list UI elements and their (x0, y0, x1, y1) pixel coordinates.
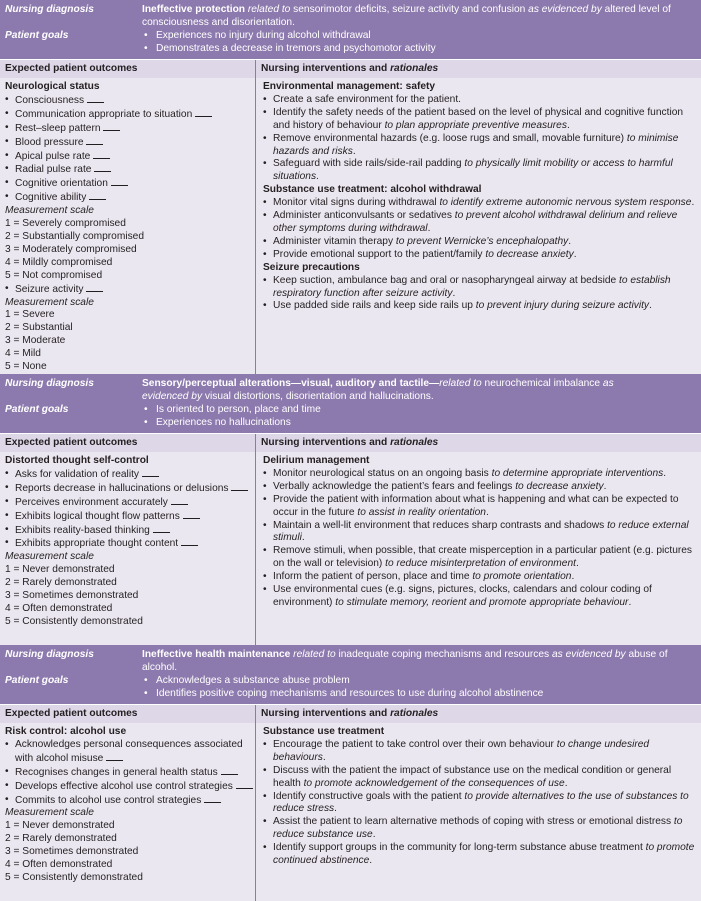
intervention-item (263, 158, 701, 184)
rationale-end: . (485, 506, 489, 518)
rating-blank (236, 780, 253, 789)
subheading: Substance use treatment: alcohol withdrawal (263, 184, 482, 196)
intervention-item (263, 739, 701, 765)
outcome-item (5, 496, 255, 510)
outcomes-column (0, 452, 256, 645)
intervention-list (263, 739, 701, 868)
rating-blank (221, 766, 238, 775)
intervention-item (263, 842, 701, 868)
outcomes-header: Expected patient outcomes (0, 60, 256, 78)
rationale-end: . (316, 171, 319, 183)
goals-row-3 (0, 675, 701, 701)
interventions-column (256, 78, 701, 374)
outcome-item (5, 122, 255, 136)
scale-value: 3 = Sometimes demonstrated (5, 846, 139, 858)
intervention-text: Identify support groups in the community for long-term substance abuse treatment (273, 842, 646, 854)
outcome-text: Acknowledges personal consequences associated with alcohol misuse (15, 738, 243, 764)
intervention-text: Use environmental cues (e.g. signs, pictures, clocks, calendars and colour coding of environment) (273, 584, 652, 608)
intervention-text: Administer vitamin therapy (273, 235, 396, 247)
header-italic: rationales (390, 63, 439, 74)
diagnosis-row-2 (0, 378, 701, 404)
scale-value: 5 = Not compromised (5, 269, 103, 281)
intervention-item (263, 520, 701, 546)
outcome-item (5, 482, 255, 496)
outcome-item (5, 468, 255, 482)
outcome-text: Exhibits appropriate thought content (15, 538, 179, 550)
scale-label: Measurement scale (5, 205, 94, 217)
diagnosis-row-1 (0, 4, 701, 30)
rationale-text: to determine appropriate interventions (491, 467, 664, 479)
header-plain: Nursing interventions and (261, 437, 388, 448)
outcome-text: Consciousness (15, 94, 85, 106)
outcome-list (5, 468, 255, 551)
rationale-end: . (322, 751, 326, 763)
rating-blank (183, 510, 200, 519)
diagnosis-title: Ineffective protection (142, 4, 246, 15)
scale-value: 1 = Severe (5, 309, 55, 321)
column-header-1 (0, 59, 701, 78)
rating-blank (89, 191, 106, 200)
outcome-text: Apical pulse rate (15, 150, 91, 162)
diagnosis-connector: as evidenced by (549, 649, 626, 660)
diagnosis-connector: related to (245, 4, 291, 15)
scale-value: 4 = Mildly compromised (5, 256, 113, 268)
diagnosis-label: Nursing diagnosis (5, 378, 94, 389)
rationale-end: . (369, 855, 373, 867)
intervention-item (263, 275, 701, 301)
scale-label: Measurement scale (5, 807, 94, 819)
intervention-text: Remove stimuli, when possible, that create misperception in a particular patient (e.g. pictures on the wall or television) (273, 545, 693, 570)
diagnosis-connector: as evidenced by (142, 378, 614, 402)
rationale-end: . (566, 119, 570, 131)
intervention-item (263, 94, 701, 107)
outcome-text: Seizure activity (15, 283, 84, 295)
rationale-end: . (427, 222, 431, 234)
subheading: Substance use treatment (263, 726, 385, 737)
rationale-text: to plan appropriate preventive measures (384, 119, 567, 131)
intervention-text: Encourage the patient to take control over their own behaviour (273, 738, 557, 750)
outcome-text: Recognises changes in general health status (15, 766, 218, 778)
intervention-text: Assist the patient to learn alternative methods of coping with stress or emotional distress (273, 816, 674, 828)
outcome-item (5, 191, 255, 205)
diagnosis-band-3 (0, 645, 701, 704)
rating-blank (181, 537, 198, 546)
section-body-2 (0, 452, 701, 645)
diagnosis-title: Ineffective health maintenance (142, 649, 291, 660)
scale-value: 2 = Rarely demonstrated (5, 577, 117, 589)
goals-row-2 (0, 404, 701, 430)
intervention-item (263, 571, 701, 584)
intervention-text: Use padded side rails and keep side rails up (273, 300, 476, 312)
outcome-text: Radial pulse rate (15, 164, 92, 176)
goals-row-1 (0, 30, 701, 56)
outcome-text: Rest–sleep pattern (15, 122, 101, 134)
rating-blank (195, 108, 212, 117)
diagnosis-band-1 (0, 0, 701, 59)
diagnosis-connector: as evidenced by (525, 4, 602, 15)
diagnosis-cause: sensorimotor deficits, seizure activity and confusion (290, 4, 526, 15)
rationale-end: . (568, 235, 572, 247)
scale-value: 4 = Often demonstrated (5, 602, 113, 614)
rationale-end: . (571, 571, 575, 583)
diagnosis-connector: related to (290, 649, 336, 660)
diagnosis-row-3 (0, 649, 701, 675)
scale-value: 2 = Substantially compromised (5, 230, 145, 242)
rating-blank (94, 163, 111, 172)
rationale-end: . (575, 558, 579, 570)
outcome-item (5, 177, 255, 191)
scale-value: 4 = Often demonstrated (5, 859, 113, 871)
diagnosis-cause: inadequate coping mechanisms and resources (335, 649, 550, 660)
diagnosis-label: Nursing diagnosis (5, 649, 94, 660)
header-italic: rationales (390, 708, 439, 719)
rationale-end: . (301, 532, 305, 544)
outcome-item (5, 766, 255, 780)
rating-blank (231, 482, 248, 491)
goals-list (142, 30, 697, 56)
rationale-end: . (628, 596, 632, 608)
intervention-text: Provide the patient with information about what is happening and what can be expected to occur in the future (273, 493, 679, 518)
outcomes-header: Expected patient outcomes (0, 434, 256, 452)
intervention-text: Monitor neurological status on an ongoing basis (273, 467, 492, 479)
outcome-text: Commits to alcohol use control strategies (15, 794, 202, 806)
rationale-text: to prevent alcohol withdrawal delirium and relieve other symptoms during withdrawal (273, 210, 678, 234)
outcome-text: Asks for validation of reality (15, 468, 140, 480)
column-header-3 (0, 704, 701, 723)
interventions-header (256, 60, 701, 78)
intervention-text: Keep suction, ambulance bag and oral or nasopharyngeal airway at bedside (273, 274, 620, 286)
intervention-text: Create a safe environment for the patient. (273, 93, 462, 105)
outcome-list (5, 94, 255, 205)
rationale-text: to stimulate memory, reorient and promote appropriate behaviour (335, 596, 629, 608)
intervention-item (263, 236, 701, 249)
rationale-text: to provide alternatives to the use of substances to reduce stress (273, 790, 689, 815)
rating-blank (86, 283, 103, 292)
rationale-end: . (649, 300, 652, 312)
diagnosis-band-2 (0, 374, 701, 433)
goals-list (142, 404, 697, 430)
outcome-text: Exhibits reality-based thinking (15, 524, 150, 536)
subheading: Environmental management: safety (263, 81, 436, 92)
goals-list (142, 675, 697, 701)
intervention-text: Remove environmental hazards (e.g. loose rugs and small, movable furniture) (273, 132, 627, 144)
interventions-column (256, 452, 701, 645)
intervention-item (263, 791, 701, 817)
diagnosis-evidence: visual distortions, disorientation and hallucinations. (202, 390, 434, 402)
intervention-text: Administer anticonvulsants or sedatives (273, 210, 455, 222)
rationale-text: to reduce misinterpretation of environment (385, 558, 576, 570)
section-body-1 (0, 78, 701, 374)
intervention-list (263, 275, 701, 314)
outcome-text: Exhibits logical thought flow patterns (15, 510, 180, 522)
rationale-text: to physically limit mobility or access to harmful situations (273, 158, 673, 183)
intervention-text: Discuss with the patient the impact of substance use on the medical condition or general health (273, 764, 672, 789)
rationale-end: . (334, 803, 337, 815)
rationale-end: . (452, 287, 456, 299)
intervention-item (263, 107, 701, 133)
outcome-text: Cognitive ability (15, 192, 87, 204)
scale-value: 3 = Moderately compromised (5, 243, 137, 255)
diagnosis-title: Sensory/perceptual alterations—visual, auditory and tactile— (142, 378, 440, 389)
outcome-item (5, 739, 255, 766)
rationale-end: . (663, 467, 667, 479)
rationale-end: . (372, 829, 376, 841)
intervention-text: Verbally acknowledge the patient’s fears and feelings (273, 480, 516, 492)
scale-value: 5 = Consistently demonstrated (5, 871, 143, 883)
rating-blank (93, 150, 110, 159)
diagnosis-evidence: abuse of alcohol. (142, 649, 668, 673)
outcome-item (5, 524, 255, 538)
goal-item: • Is oriented to person, place and time (142, 404, 697, 417)
scale-label: Measurement scale (5, 551, 94, 563)
intervention-item (263, 481, 701, 494)
goals-label: Patient goals (5, 403, 69, 415)
intervention-text: Identify the safety needs of the patient based on the level of physical and cognitive function and history of behaviour (273, 106, 684, 131)
intervention-text: Identify constructive goals with the patient (273, 790, 465, 802)
scale-label: Measurement scale (5, 296, 94, 308)
outcome-item (5, 108, 255, 122)
diagnosis-text (142, 649, 697, 675)
rating-blank (204, 794, 221, 803)
outcome-item (5, 537, 255, 551)
header-plain: Nursing interventions and (261, 63, 388, 74)
outcome-item (5, 510, 255, 524)
goals-label: Patient goals (5, 29, 69, 41)
outcomes-column (0, 78, 256, 374)
outcome-item (5, 94, 255, 108)
outcome-item (5, 150, 255, 164)
outcome-item (5, 136, 255, 150)
rationale-text: to promote orientation (472, 571, 572, 583)
rationale-text: to prevent injury during seizure activity (475, 300, 650, 312)
scale-value: 3 = Sometimes demonstrated (5, 590, 139, 602)
intervention-text: Provide emotional support to the patient/family (273, 248, 486, 260)
diagnosis-label: Nursing diagnosis (5, 4, 94, 15)
rationale-end: . (603, 480, 607, 492)
column-header-2 (0, 433, 701, 452)
rating-blank (142, 468, 159, 477)
outcome-text: Perceives environment accurately (15, 496, 168, 508)
goal-item: • Experiences no injury during alcohol withdrawal (142, 30, 697, 43)
rationale-text: to decrease anxiety (515, 480, 604, 492)
intervention-text: Monitor vital signs during withdrawal (273, 197, 440, 209)
goals-label: Patient goals (5, 674, 69, 686)
interventions-header (256, 434, 701, 452)
outcome-text: Blood pressure (15, 136, 84, 148)
rating-blank (87, 94, 104, 103)
scale-value: 1 = Never demonstrated (5, 564, 115, 576)
intervention-text: Inform the patient of person, place and time (273, 571, 473, 583)
subheading: Distorted thought self-control (5, 455, 149, 466)
outcome-list (5, 739, 255, 808)
scale-value: 2 = Substantial (5, 322, 73, 334)
intervention-item (263, 249, 701, 262)
intervention-item (263, 210, 701, 236)
scale-value: 1 = Severely compromised (5, 218, 126, 230)
rationale-end: . (573, 248, 577, 260)
rationale-text: to minimise hazards and risks (273, 132, 679, 157)
outcome-list (5, 283, 255, 297)
intervention-text: Maintain a well-lit environment that reduces sharp contrasts and shadows (273, 519, 608, 531)
goal-item: • Experiences no hallucinations (142, 417, 697, 430)
rationale-text: to change undesired behaviours (273, 738, 650, 763)
subheading: Risk control: alcohol use (5, 726, 127, 737)
outcome-text: Communication appropriate to situation (15, 108, 193, 120)
scale-value: 5 = None (5, 361, 47, 373)
intervention-list (263, 468, 701, 610)
header-italic: rationales (390, 437, 439, 448)
intervention-item (263, 545, 701, 571)
diagnosis-connector: related to (439, 378, 482, 389)
subheading: Seizure precautions (263, 261, 360, 273)
scale-value: 1 = Never demonstrated (5, 820, 115, 832)
intervention-item (263, 494, 701, 520)
rationale-text: to decrease anxiety (485, 248, 574, 260)
goal-item: • Identifies positive coping mechanisms and resources to use during alcohol abstinence (142, 688, 697, 701)
intervention-item (263, 468, 701, 481)
rating-blank (106, 752, 123, 761)
intervention-item (263, 197, 701, 210)
intervention-item (263, 584, 701, 610)
intervention-item (263, 133, 701, 159)
diagnosis-text (142, 4, 697, 30)
rationale-text: to prevent Wernicke’s encephalopathy (395, 235, 569, 247)
rationale-text: to promote continued abstinence (273, 842, 695, 867)
rating-blank (171, 496, 188, 505)
interventions-column (256, 723, 701, 901)
subheading: Delirium management (263, 455, 370, 466)
outcome-item (5, 163, 255, 177)
rationale-end: . (564, 777, 568, 789)
intervention-item (263, 816, 701, 842)
scale-value: 4 = Mild (5, 348, 41, 360)
interventions-header (256, 705, 701, 723)
rationale-text: to reduce external stimuli (273, 519, 689, 544)
intervention-item (263, 300, 701, 313)
outcomes-column (0, 723, 256, 901)
intervention-item (263, 765, 701, 791)
rating-blank (86, 136, 103, 145)
rationale-text: to identify extreme autonomic nervous system response (439, 197, 692, 209)
outcome-item (5, 283, 255, 297)
diagnosis-evidence: altered level of consciousness and disorientation. (142, 4, 671, 28)
scale-value: 3 = Moderate (5, 335, 66, 347)
diagnosis-cause: neurochemical imbalance (481, 378, 603, 389)
outcome-text: Reports decrease in hallucinations or delusions (15, 482, 229, 494)
rating-blank (111, 177, 128, 186)
rating-blank (103, 122, 120, 131)
outcome-text: Cognitive orientation (15, 178, 108, 190)
outcomes-header: Expected patient outcomes (0, 705, 256, 723)
header-plain: Nursing interventions and (261, 708, 388, 719)
rationale-text: to establish respiratory function after seizure activity (273, 274, 671, 299)
intervention-list (263, 197, 701, 262)
rationale-end: . (352, 145, 356, 157)
subheading: Neurological status (5, 81, 100, 92)
scale-value: 5 = Consistently demonstrated (5, 615, 143, 627)
diagnosis-text (142, 378, 697, 404)
rationale-text: to assist in reality orientation (357, 506, 486, 518)
rationale-end: . (691, 197, 695, 209)
scale-value: 2 = Rarely demonstrated (5, 833, 117, 845)
intervention-list (263, 94, 701, 184)
section-body-3 (0, 723, 701, 901)
rationale-text: to reduce substance use (273, 816, 683, 841)
outcome-item (5, 794, 255, 808)
outcome-item (5, 780, 255, 794)
intervention-text: Safeguard with side rails/side-rail padding (273, 158, 465, 170)
outcome-text: Develops effective alcohol use control strategies (15, 780, 233, 792)
rationale-text: to promote acknowledgement of the consequences of use (303, 777, 565, 789)
goal-item: • Demonstrates a decrease in tremors and psychomotor activity (142, 43, 697, 56)
goal-item: • Acknowledges a substance abuse problem (142, 675, 697, 688)
rating-blank (153, 524, 170, 533)
